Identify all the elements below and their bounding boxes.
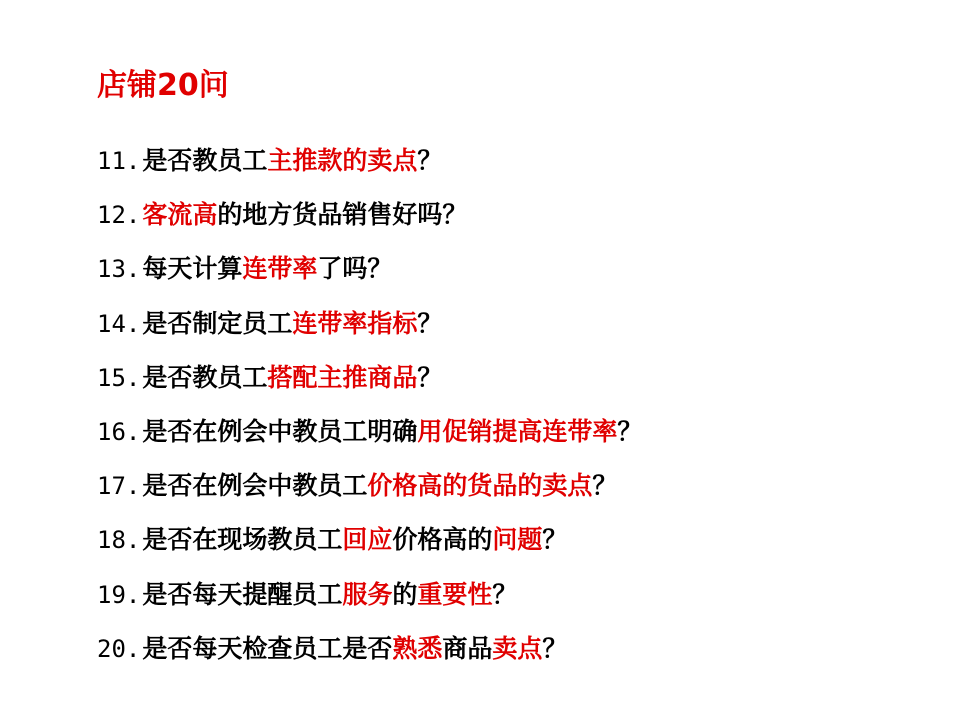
question-text: ？ [542, 525, 568, 555]
question-text: 是否在例会中教员工明确 [142, 416, 418, 446]
slide-title: 店铺20问 [97, 68, 229, 103]
question-item [97, 193, 642, 247]
question-text: ？ [592, 471, 618, 501]
question-number: 13. [97, 255, 141, 284]
question-number: 19. [97, 580, 141, 609]
highlighted-text: 连带率 [242, 254, 318, 284]
question-item [97, 302, 642, 356]
question-text: ？ [617, 416, 643, 446]
highlighted-text: 客流高 [142, 200, 218, 230]
highlighted-text: 问题 [492, 525, 543, 555]
question-text: ？ [417, 146, 443, 175]
question-text: 价格高的 [392, 525, 493, 555]
question-text: 是否每天提醒员工 [142, 579, 343, 609]
question-item [97, 139, 642, 193]
question-text: ？ [417, 308, 443, 338]
highlighted-text: 服务 [342, 579, 393, 609]
question-text: 每天计算 [142, 254, 243, 284]
question-text: 是否每天检查员工是否 [142, 633, 393, 663]
question-item [97, 356, 642, 410]
question-number: 15. [97, 363, 141, 392]
question-number: 12. [97, 201, 141, 230]
question-text: ？ [417, 362, 443, 392]
question-text: 了吗？ [317, 254, 393, 284]
question-item [97, 518, 642, 572]
question-item [97, 247, 642, 301]
question-text: 的地方货品销售好吗？ [217, 200, 468, 230]
question-text: ？ [542, 633, 568, 663]
question-item [97, 627, 642, 681]
question-list [97, 139, 642, 681]
question-text: 是否在例会中教员工 [142, 471, 368, 501]
highlighted-text: 卖点 [492, 633, 543, 663]
question-text: 是否教员工 [142, 362, 268, 392]
highlighted-text: 回应 [342, 525, 393, 555]
question-text: 商品 [442, 633, 493, 663]
question-number: 20. [97, 634, 141, 663]
highlighted-text: 连带率指标 [292, 308, 418, 338]
highlighted-text: 用促销提高连带率 [417, 416, 618, 446]
question-text: 是否在现场教员工 [142, 525, 343, 555]
question-number: 18. [97, 526, 141, 555]
question-item [97, 410, 642, 464]
question-number: 14. [97, 309, 141, 338]
question-item [97, 464, 642, 518]
question-text: 是否教员工 [142, 146, 268, 175]
question-text: ？ [492, 579, 518, 609]
question-text: 是否制定员工 [142, 308, 293, 338]
highlighted-text: 价格高的货品的卖点 [367, 471, 593, 501]
question-item [97, 573, 642, 627]
highlighted-text: 重要性 [417, 579, 493, 609]
highlighted-text: 搭配主推商品 [267, 362, 418, 392]
question-number: 16. [97, 417, 141, 446]
highlighted-text: 熟悉 [392, 633, 443, 663]
question-number: 17. [97, 472, 141, 501]
question-text: 的 [392, 579, 418, 609]
question-number: 11. [97, 147, 141, 175]
highlighted-text: 主推款的卖点 [267, 146, 418, 175]
